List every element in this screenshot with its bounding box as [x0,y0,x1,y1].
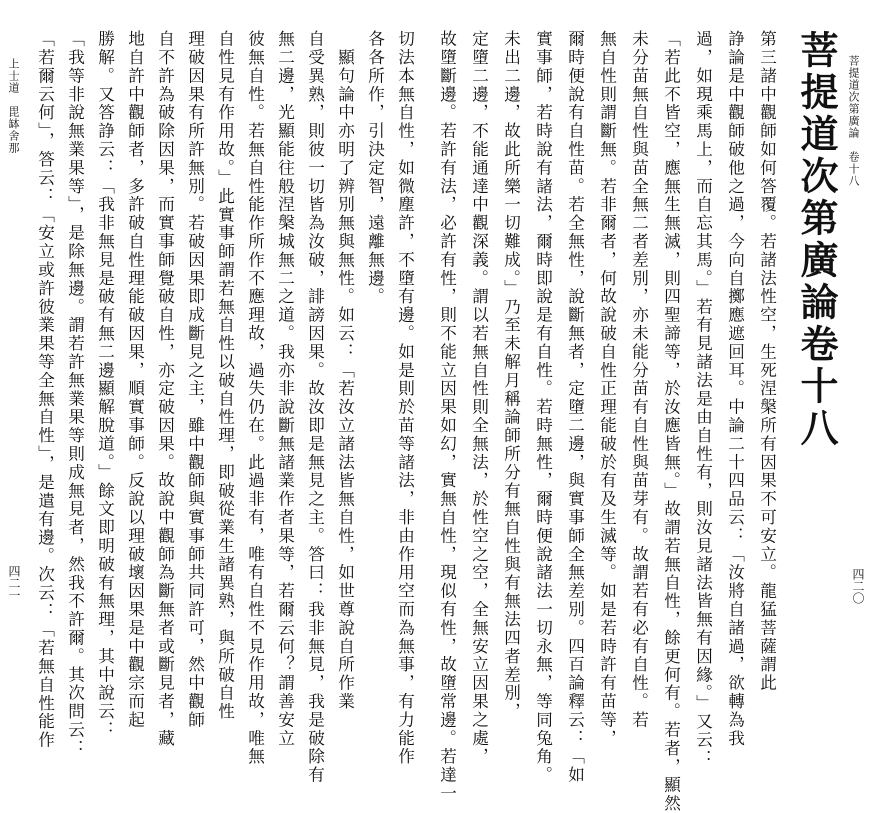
text-column: 自受異熟，則彼一切皆為汝破，誹謗因果。故汝即是無見之主。答曰：我非無見，我是破除有 [305,30,325,785]
text-column: 自不許為破除因果，而實事師覺破自性，亦定破因果。故說中觀師為斷無者或斷見者，藏 [155,30,175,748]
text-column: 過，如現乘馬上，而自忘其馬。」若有見諸法是由自性有，則汝見諸法皆無有因緣。」又云： [693,30,713,768]
chapter-title: 菩提道次第廣論卷十八 [794,30,839,450]
text-column: 地自許中觀師者，多許破自性理能破因果，順實事師。反說以理破壞因果是中觀宗而起 [125,30,145,730]
right-running-header: 菩提道次第廣論 卷十八 [847,55,860,187]
text-column: 「我等非說無業果等」，是除無邊。謂若許無業果等則成無見者，然我不許爾。其次問云： [65,30,85,758]
text-column: 顯句論中亦明了辨別無與無性。如云：「若汝立諸法皆無自性，如世尊說自所作業 [335,30,355,711]
text-column: 「若此不皆空，應無生無滅，則四聖諦等，於汝應皆無。」故謂若無自性，餘更何有。若者，顯然 [661,30,681,813]
text-column: 「若爾云何」，答云：「安立或許彼業果等全無自性」，是遣有邊。次云：「若無自性能作 [35,30,55,750]
left-page-number: 四二一 [7,565,21,601]
text-column: 未分苗無自性與苗全無二者差別，亦未能分苗有自性與苗芽有。故謂若有必有自性。若 [629,30,649,730]
text-column: 爾時便說有自性苗。若全無性，說斷無者，定墮二邊，與實事師全無差別。四百論釋云：「如 [565,30,585,785]
text-column: 故墮斷邊。若許有法，必許有性，則不能立因果如幻，實無自性，現似有性，故墮常邊。若達一 [437,30,457,803]
text-column: 理破因果有所許無別。若破因果即成斷見之主，雖中觀師與實事師共同許可，然中觀師 [185,30,205,730]
text-column: 無自性則謂斷無。若非爾者，何故說破自性正理能破於有及生滅等。如是若時許有苗等， [597,30,617,748]
text-column: 無二邊，光顯能往般涅槃城無二之道。我亦非說斷無諸業作者果等，若爾云何？謂善安立 [275,30,295,748]
text-column: 切法本無自性，如微塵許，不墮有邊。如是則於苗等諸法，非由作用空而為無事，有力能作 [395,30,415,766]
text-column: 實事師，若時說有諸法，爾時即說是有自性。若時無性，爾時便說諸法一切永無，等同兔角。 [533,30,553,785]
text-column: 第三諸中觀師如何答覆。若諸法性空，生死涅槃所有因果不可安立。龍猛菩薩謂此 [757,30,777,693]
text-column: 各各所作，引決定智，遠離無邊。 [365,30,385,306]
text-column: 彼無自性。若無自性能作所作不應理故，過失仍在。此過非有，唯有自性不見作用故，唯無 [245,30,265,766]
text-column: 勝解。又答諍云：「我非無見是破有無二邊顯解脫道。」餘文即明破有無理，其中說云： [95,30,115,740]
right-page-number: 四二〇 [851,568,865,604]
left-running-header: 上士道 毘缽舍那 [7,58,20,154]
text-column: 未出二邊，故此所樂一切難成。」乃至未解月稱論師所分有無自性與有無法四者差別， [501,30,521,721]
text-column: 諍論是中觀師破他之過，今向自擲應遮回耳。中論二十四品云：「汝將自諸過，欲轉為我 [725,30,745,748]
text-column: 定墮二邊，不能通達中觀深義。謂以若無自性則全無法，於性空之空，全無安立因果之處， [469,30,489,766]
text-column: 自性見有作用故。」此實事師謂若無自性以破自性理，即破從業生諸異熟，與所破自性 [215,30,235,721]
